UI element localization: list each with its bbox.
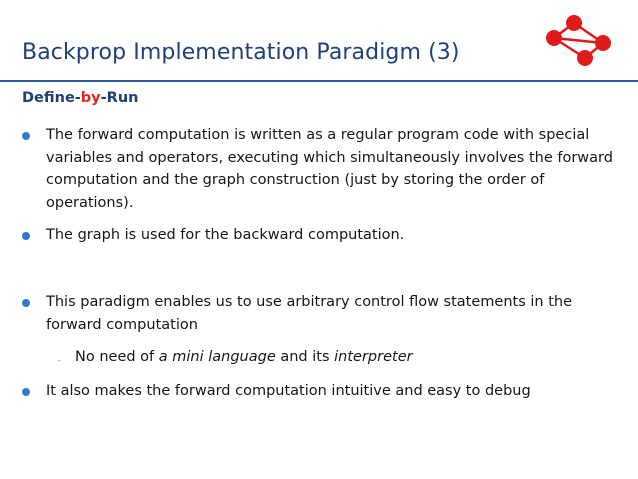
title-divider — [0, 80, 638, 82]
sub-bullet-text — [75, 346, 413, 368]
bullet-text: The forward computation is written as a regular program code with special variables and operators, executing which simultaneously involves the forward computation and the graph construction (just by storing the order of operations). — [46, 127, 613, 212]
graph-network-icon — [542, 10, 622, 68]
sub-bullet-text-part: No need of — [75, 349, 159, 365]
bullet-text: It also makes the forward computation intuitive and easy to debug — [46, 383, 531, 399]
bullet-dot-icon — [22, 232, 30, 240]
sub-bullet-text-part: and its — [275, 349, 335, 365]
bullet-dot-icon — [22, 388, 30, 396]
slide-title: Backprop Implementation Paradigm (3) — [22, 40, 460, 65]
bullet-text: The graph is used for the backward computation. — [46, 227, 405, 243]
section-subheading — [22, 90, 138, 106]
sub-bullet-italic-mini-language: a mini language — [158, 349, 276, 365]
bullet-text: This paradigm enables us to use arbitrary control flow statements in the forward computation — [46, 294, 573, 333]
dash-icon: – — [57, 356, 62, 366]
sub-bullet-italic-interpreter: interpreter — [334, 349, 413, 365]
subheading-part-define: Define- — [22, 90, 81, 106]
bullet-dot-icon — [22, 299, 30, 307]
subheading-part-run: -Run — [100, 90, 139, 106]
subheading-part-by: by — [80, 90, 101, 106]
bullet-dot-icon — [22, 132, 30, 140]
